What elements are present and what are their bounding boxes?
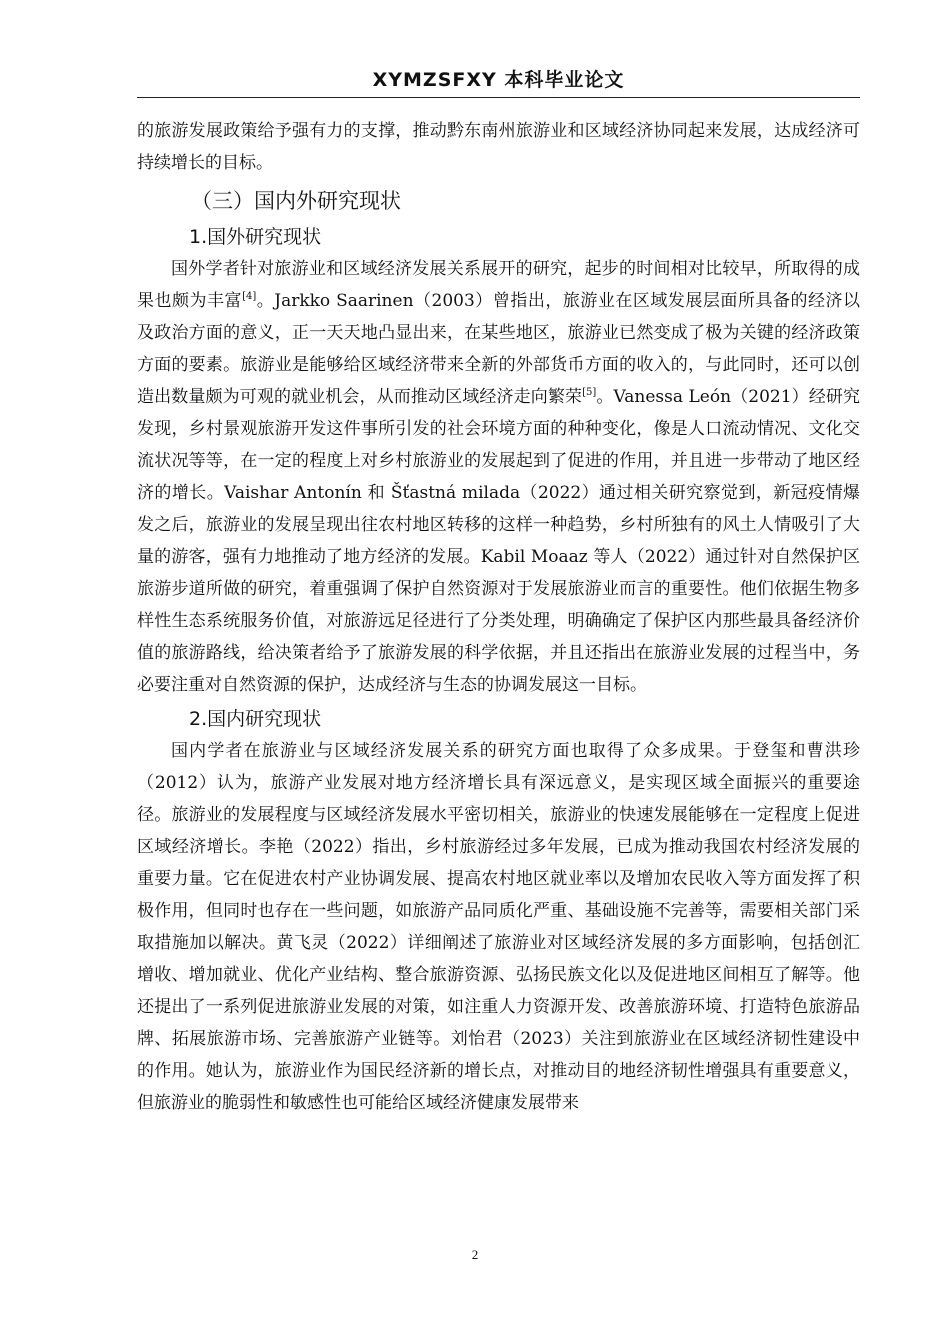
page-header: XYMZSFXY 本科毕业论文: [372, 69, 625, 91]
citation-4: [4]: [242, 291, 257, 302]
foreign-paragraph: [137, 253, 860, 701]
subsection-heading-domestic: 2.国内研究现状: [189, 708, 322, 730]
section-heading: （三）国内外研究现状: [191, 189, 401, 213]
continuation-paragraph: 的旅游发展政策给予强有力的支撑，推动黔东南州旅游业和区域经济协同起来发展，达成经济可持续增长的目标。: [137, 121, 860, 173]
body-text: [137, 115, 860, 1119]
foreign-text-1: 国外学者针对旅游业和区域经济发展关系展开的研究，起步的时间相对比较早，所取得的成果也颇为丰富: [137, 259, 860, 311]
citation-5: [5]: [582, 387, 597, 398]
page-number: 2: [471, 1247, 479, 1262]
header-rule: [137, 97, 860, 98]
foreign-text-3: 。Vanessa León（2021）经研究发现，乡村景观旅游开发这件事所引发的社会环境方面的种种变化，像是人口流动情况、文化交流状况等等，在一定的程度上对乡村旅游业的发展起到了促进的作用，并且进一步带动了地区经济的增长。Vaishar Antonín 和 Šťastná milada（2022）通过相关研究察觉到，新冠疫情爆发之后，旅游业的发展呈现出往农村地区转移的这样一种趋势，乡村所独有的风土人情吸引了大量的游客，强有力地推动了地方经济的发展。Kabil Moaaz 等人（2022）通过针对自然保护区旅游步道所做的研究，着重强调了保护自然资源对于发展旅游业而言的重要性。他们依据生物多样性生态系统服务价值，对旅游远足径进行了分类处理，明确确定了保护区内那些最具备经济价值的旅游路线，给决策者给予了旅游发展的科学依据，并且还指出在旅游业发展的过程当中，务必要注重对自然资源的保护，达成经济与生态的协调发展这一目标。: [137, 387, 860, 695]
foreign-text-2: 。Jarkko Saarinen（2003）曾指出，旅游业在区域发展层面所具备的经济以及政治方面的意义，正一天天地凸显出来，在某些地区，旅游业已然变成了极为关键的经济政策方面的要素。旅游业是能够给区域经济带来全新的外部货币方面的收入的，与此同时，还可以创造出数量颇为可观的就业机会，从而推动区域经济走向繁荣: [137, 291, 860, 407]
domestic-paragraph: 国内学者在旅游业与区域经济发展关系的研究方面也取得了众多成果。于登玺和曹洪珍（2012）认为，旅游产业发展对地方经济增长具有深远意义，是实现区域全面振兴的重要途径。旅游业的发展程度与区域经济发展水平密切相关，旅游业的快速发展能够在一定程度上促进区域经济增长。李艳（2022）指出，乡村旅游经过多年发展，已成为推动我国农村经济发展的重要力量。它在促进农村产业协调发展、提高农村地区就业率以及增加农民收入等方面发挥了积极作用，但同时也存在一些问题，如旅游产品同质化严重、基础设施不完善等，需要相关部门采取措施加以解决。黄飞灵（2022）详细阐述了旅游业对区域经济发展的多方面影响，包括创汇增收、增加就业、优化产业结构、整合旅游资源、弘扬民族文化以及促进地区间相互了解等。他还提出了一系列促进旅游业发展的对策，如注重人力资源开发、改善旅游环境、打造特色旅游品牌、拓展旅游市场、完善旅游产业链等。刘怡君（2023）关注到旅游业在区域经济韧性建设中的作用。她认为，旅游业作为国民经济新的增长点，对推动目的地经济韧性增强具有重要意义，但旅游业的脆弱性和敏感性也可能给区域经济健康发展带来: [137, 741, 860, 1113]
subsection-heading-foreign: 1.国外研究现状: [189, 226, 322, 248]
